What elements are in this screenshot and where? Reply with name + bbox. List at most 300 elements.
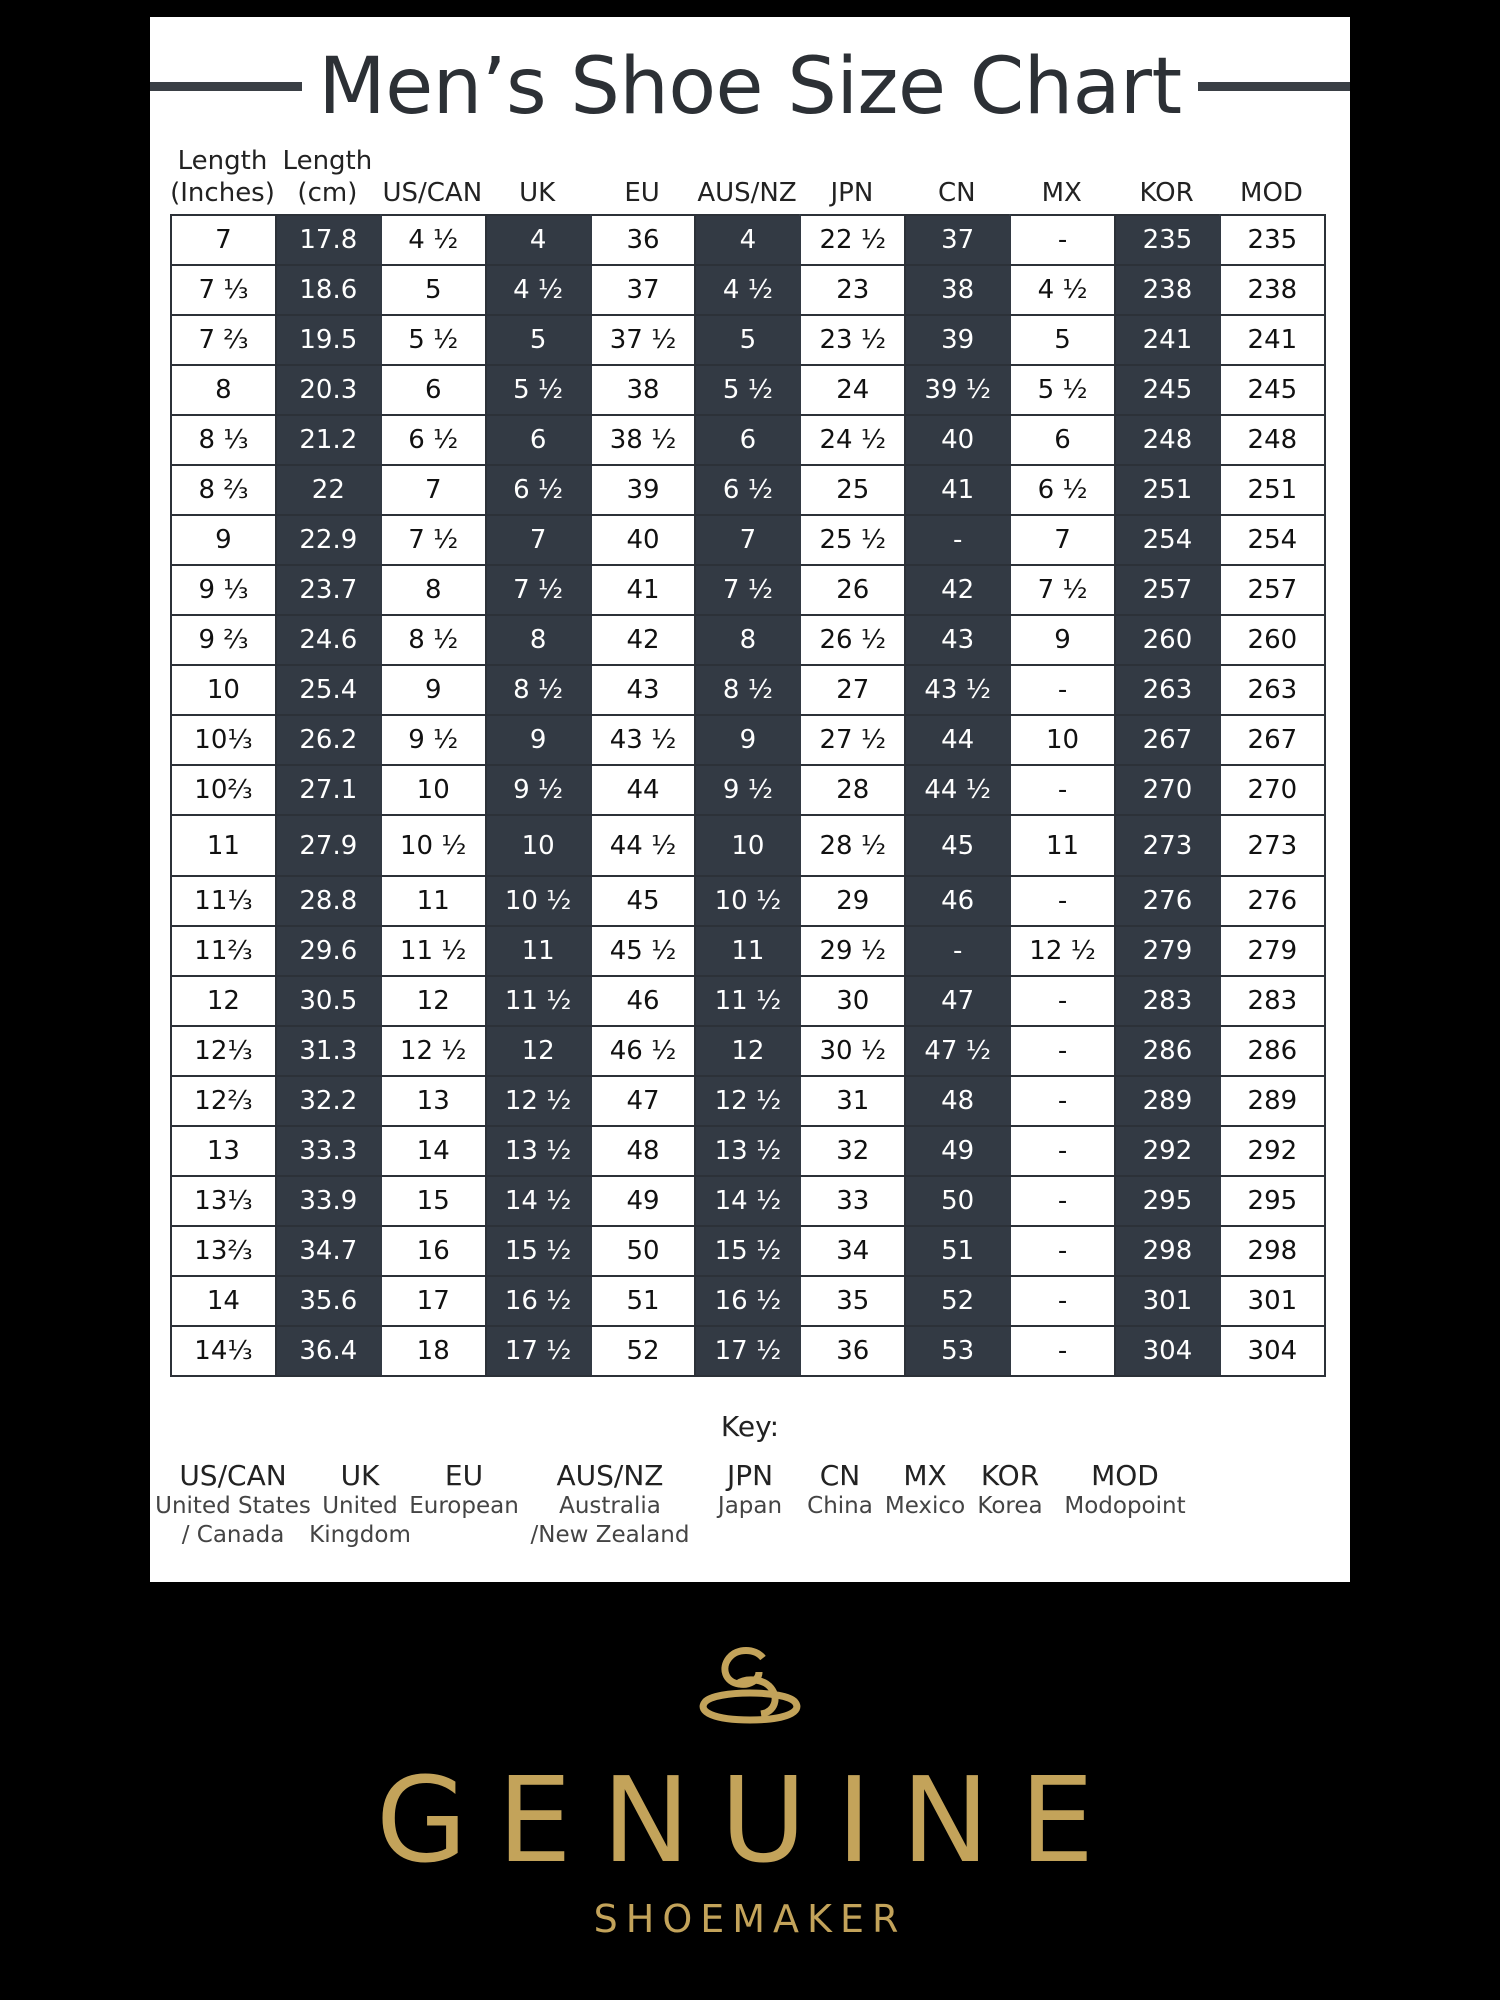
table-cell: 10 <box>486 815 591 876</box>
key-item <box>1040 1460 1210 1521</box>
key-abbreviation: KOR <box>980 1459 1040 1492</box>
table-cell: 37 ½ <box>591 315 696 365</box>
table-cell: 298 <box>1220 1226 1325 1276</box>
table-cell: 14 ½ <box>695 1176 800 1226</box>
table-row <box>171 765 1325 815</box>
table-cell: 30 ½ <box>800 1026 905 1076</box>
table-cell: 18 <box>381 1326 486 1376</box>
table-cell: 292 <box>1115 1126 1220 1176</box>
table-cell: 270 <box>1220 765 1325 815</box>
table-cell: 51 <box>591 1276 696 1326</box>
key-description: European <box>409 1493 519 1519</box>
table-cell: 8 ½ <box>486 665 591 715</box>
table-cell: 238 <box>1115 265 1220 315</box>
table-cell: 10 ½ <box>381 815 486 876</box>
table-cell: 46 <box>591 976 696 1026</box>
column-header: Length (Inches) <box>170 146 275 208</box>
title-rule-left <box>150 82 302 91</box>
table-cell: 13 <box>171 1126 276 1176</box>
table-cell: 48 <box>905 1076 1010 1126</box>
table-cell: 254 <box>1115 515 1220 565</box>
table-cell: 27 ½ <box>800 715 905 765</box>
table-cell: 28 <box>800 765 905 815</box>
table-cell: 28 ½ <box>800 815 905 876</box>
table-cell: 44 ½ <box>591 815 696 876</box>
table-cell: 301 <box>1115 1276 1220 1326</box>
table-cell: 25 ½ <box>800 515 905 565</box>
table-cell: 9 ⅓ <box>171 565 276 615</box>
table-cell: 8 ½ <box>381 615 486 665</box>
table-row <box>171 465 1325 515</box>
table-cell: 46 <box>905 876 1010 926</box>
table-cell: 12⅓ <box>171 1026 276 1076</box>
table-cell: 24.6 <box>276 615 381 665</box>
table-cell: 17 <box>381 1276 486 1326</box>
table-row <box>171 715 1325 765</box>
table-cell: 32 <box>800 1126 905 1176</box>
table-row <box>171 1176 1325 1226</box>
table-cell: 44 <box>905 715 1010 765</box>
table-cell: 49 <box>591 1176 696 1226</box>
table-cell: 245 <box>1220 365 1325 415</box>
key-abbreviation: MOD <box>1091 1459 1159 1492</box>
table-cell: 26 ½ <box>800 615 905 665</box>
table-cell: 45 <box>591 876 696 926</box>
table-cell: 22 <box>276 465 381 515</box>
table-cell: 267 <box>1220 715 1325 765</box>
table-cell: 11 <box>486 926 591 976</box>
table-cell: 260 <box>1115 615 1220 665</box>
table-cell: 14 ½ <box>486 1176 591 1226</box>
table-row <box>171 1276 1325 1326</box>
table-cell: 12⅔ <box>171 1076 276 1126</box>
table-cell: 12 <box>381 976 486 1026</box>
table-cell: 7 ⅓ <box>171 265 276 315</box>
table-cell: 45 <box>905 815 1010 876</box>
table-cell: 31 <box>800 1076 905 1126</box>
table-cell: 10 ½ <box>695 876 800 926</box>
table-cell: 13 <box>381 1076 486 1126</box>
table-cell: 7 ½ <box>1010 565 1115 615</box>
key-abbreviation: US/CAN <box>179 1459 287 1492</box>
table-cell: 5 ½ <box>695 365 800 415</box>
table-cell: 33 <box>800 1176 905 1226</box>
key-description: Korea <box>977 1493 1043 1519</box>
table-cell: 35.6 <box>276 1276 381 1326</box>
table-row <box>171 515 1325 565</box>
table-cell: 46 ½ <box>591 1026 696 1076</box>
table-cell: 13 ½ <box>695 1126 800 1176</box>
table-cell: 235 <box>1115 215 1220 265</box>
table-cell: 42 <box>905 565 1010 615</box>
table-cell: 11 <box>381 876 486 926</box>
table-cell: 286 <box>1115 1026 1220 1076</box>
table-cell: 9 <box>1010 615 1115 665</box>
table-cell: 14 <box>381 1126 486 1176</box>
table-cell: 11 ½ <box>486 976 591 1026</box>
key-abbreviation: JPN <box>726 1459 774 1492</box>
table-cell: 50 <box>905 1176 1010 1226</box>
table-cell: 270 <box>1115 765 1220 815</box>
table-cell: 15 ½ <box>486 1226 591 1276</box>
title-rule-right <box>1198 82 1350 91</box>
table-cell: 12 <box>695 1026 800 1076</box>
table-cell: 10 <box>381 765 486 815</box>
table-cell: 4 ½ <box>486 265 591 315</box>
table-row <box>171 1226 1325 1276</box>
table-cell: 9 ½ <box>695 765 800 815</box>
table-cell: 44 <box>591 765 696 815</box>
table-cell: 7 <box>486 515 591 565</box>
table-cell: 41 <box>591 565 696 615</box>
table-cell: - <box>905 515 1010 565</box>
table-row <box>171 665 1325 715</box>
key-description: Modopoint <box>1064 1493 1186 1519</box>
table-cell: 11 <box>1010 815 1115 876</box>
table-cell: 298 <box>1115 1226 1220 1276</box>
table-cell: 8 <box>171 365 276 415</box>
table-cell: - <box>1010 1276 1115 1326</box>
table-cell: 260 <box>1220 615 1325 665</box>
table-cell: 6 ½ <box>381 415 486 465</box>
table-row <box>171 1326 1325 1376</box>
table-cell: 6 ½ <box>695 465 800 515</box>
table-cell: 5 ½ <box>1010 365 1115 415</box>
table-cell: 248 <box>1115 415 1220 465</box>
table-cell: 11 <box>695 926 800 976</box>
table-cell: 254 <box>1220 515 1325 565</box>
table-cell: 10⅔ <box>171 765 276 815</box>
table-row <box>171 926 1325 976</box>
table-cell: 276 <box>1115 876 1220 926</box>
table-cell: 48 <box>591 1126 696 1176</box>
table-cell: 39 <box>905 315 1010 365</box>
table-cell: 45 ½ <box>591 926 696 976</box>
table-row <box>171 1026 1325 1076</box>
table-cell: 39 <box>591 465 696 515</box>
table-cell: 36.4 <box>276 1326 381 1376</box>
table-cell: 22.9 <box>276 515 381 565</box>
table-cell: 24 ½ <box>800 415 905 465</box>
table-cell: 13⅔ <box>171 1226 276 1276</box>
table-cell: 276 <box>1220 876 1325 926</box>
table-row <box>171 265 1325 315</box>
table-cell: 35 <box>800 1276 905 1326</box>
table-cell: 4 ½ <box>1010 265 1115 315</box>
table-cell: 38 <box>591 365 696 415</box>
key-description: United Kingdom <box>309 1493 411 1548</box>
table-cell: 23.7 <box>276 565 381 615</box>
table-cell: 286 <box>1220 1026 1325 1076</box>
table-row <box>171 1076 1325 1126</box>
key-description: China <box>807 1493 873 1519</box>
table-cell: 34.7 <box>276 1226 381 1276</box>
table-cell: 38 <box>905 265 1010 315</box>
table-cell: 292 <box>1220 1126 1325 1176</box>
table-cell: 289 <box>1220 1076 1325 1126</box>
table-cell: 289 <box>1115 1076 1220 1126</box>
table-cell: 273 <box>1220 815 1325 876</box>
table-cell: 15 <box>381 1176 486 1226</box>
page-title: Men’s Shoe Size Chart <box>318 42 1182 132</box>
table-cell: 50 <box>591 1226 696 1276</box>
table-cell: 6 <box>486 415 591 465</box>
column-header: JPN <box>830 178 874 208</box>
table-cell: 17 ½ <box>695 1326 800 1376</box>
table-row <box>171 415 1325 465</box>
table-cell: 10 <box>695 815 800 876</box>
table-cell: 5 <box>1010 315 1115 365</box>
table-cell: 9 ⅔ <box>171 615 276 665</box>
table-cell: 44 ½ <box>905 765 1010 815</box>
table-cell: 33.9 <box>276 1176 381 1226</box>
table-cell: 13⅓ <box>171 1176 276 1226</box>
table-cell: 9 <box>171 515 276 565</box>
table-cell: 37 <box>591 265 696 315</box>
table-cell: 304 <box>1115 1326 1220 1376</box>
table-cell: 9 ½ <box>486 765 591 815</box>
table-cell: 53 <box>905 1326 1010 1376</box>
table-cell: 4 ½ <box>381 215 486 265</box>
table-cell: 11 ½ <box>381 926 486 976</box>
table-cell: 7 <box>381 465 486 515</box>
table-cell: 30.5 <box>276 976 381 1026</box>
table-cell: 295 <box>1115 1176 1220 1226</box>
table-cell: 12 ½ <box>1010 926 1115 976</box>
table-cell: 8 ½ <box>695 665 800 715</box>
table-cell: 43 <box>905 615 1010 665</box>
table-cell: 4 <box>695 215 800 265</box>
table-cell: 14⅓ <box>171 1326 276 1376</box>
table-cell: 10⅓ <box>171 715 276 765</box>
table-cell: - <box>1010 876 1115 926</box>
table-cell: 40 <box>591 515 696 565</box>
table-cell: 41 <box>905 465 1010 515</box>
brand-tagline: SHOEMAKER <box>593 1897 907 1941</box>
table-cell: 18.6 <box>276 265 381 315</box>
table-cell: 7 <box>171 215 276 265</box>
table-cell: - <box>1010 215 1115 265</box>
table-cell: 267 <box>1115 715 1220 765</box>
table-cell: 8 <box>695 615 800 665</box>
table-cell: 43 ½ <box>905 665 1010 715</box>
table-cell: 23 <box>800 265 905 315</box>
table-cell: 9 ½ <box>381 715 486 765</box>
table-cell: 49 <box>905 1126 1010 1176</box>
table-cell: 7 ⅔ <box>171 315 276 365</box>
table-cell: 7 ½ <box>486 565 591 615</box>
table-cell: 241 <box>1220 315 1325 365</box>
table-cell: 51 <box>905 1226 1010 1276</box>
table-cell: 15 ½ <box>695 1226 800 1276</box>
size-chart-card <box>150 17 1350 1582</box>
size-table <box>170 214 1326 1377</box>
table-cell: 301 <box>1220 1276 1325 1326</box>
column-headers <box>170 121 1322 209</box>
table-cell: 11⅓ <box>171 876 276 926</box>
table-row <box>171 565 1325 615</box>
table-cell: 23 ½ <box>800 315 905 365</box>
table-cell: 5 <box>381 265 486 315</box>
table-cell: - <box>1010 1176 1115 1226</box>
table-cell: 7 ½ <box>381 515 486 565</box>
table-cell: 25 <box>800 465 905 515</box>
table-cell: 5 <box>486 315 591 365</box>
table-cell: 12 <box>171 976 276 1026</box>
table-cell: 10 ½ <box>486 876 591 926</box>
table-cell: 24 <box>800 365 905 415</box>
key-description: Australia /New Zealand <box>530 1493 690 1548</box>
table-cell: 251 <box>1115 465 1220 515</box>
table-cell: - <box>1010 1326 1115 1376</box>
table-cell: 279 <box>1220 926 1325 976</box>
table-cell: 40 <box>905 415 1010 465</box>
table-cell: 17.8 <box>276 215 381 265</box>
table-cell: 11 <box>171 815 276 876</box>
table-cell: 8 ⅓ <box>171 415 276 465</box>
table-cell: 36 <box>800 1326 905 1376</box>
table-cell: 5 ½ <box>486 365 591 415</box>
column-header: Length (cm) <box>282 146 373 208</box>
table-cell: 10 <box>171 665 276 715</box>
table-cell: 7 <box>695 515 800 565</box>
key-description: Japan <box>717 1493 783 1519</box>
column-header: EU <box>624 178 660 208</box>
table-cell: 6 ½ <box>1010 465 1115 515</box>
table-cell: 6 <box>1010 415 1115 465</box>
table-cell: 5 ½ <box>381 315 486 365</box>
key-abbreviation: CN <box>819 1459 861 1492</box>
table-cell: 27 <box>800 665 905 715</box>
table-cell: - <box>1010 976 1115 1026</box>
table-cell: 27.9 <box>276 815 381 876</box>
table-cell: 4 ½ <box>695 265 800 315</box>
column-header: US/CAN <box>382 178 483 208</box>
table-cell: 4 <box>486 215 591 265</box>
column-header: MOD <box>1240 178 1303 208</box>
table-cell: 8 <box>381 565 486 615</box>
column-header: AUS/NZ <box>697 178 797 208</box>
column-header: MX <box>1041 178 1082 208</box>
table-cell: 263 <box>1220 665 1325 715</box>
table-cell: 283 <box>1115 976 1220 1026</box>
table-cell: - <box>1010 665 1115 715</box>
table-cell: 304 <box>1220 1326 1325 1376</box>
table-cell: 52 <box>905 1276 1010 1326</box>
table-cell: 29 <box>800 876 905 926</box>
column-header: KOR <box>1139 178 1194 208</box>
table-row <box>171 876 1325 926</box>
table-cell: 29.6 <box>276 926 381 976</box>
table-cell: 42 <box>591 615 696 665</box>
table-row <box>171 976 1325 1026</box>
table-cell: - <box>905 926 1010 976</box>
table-cell: 16 ½ <box>695 1276 800 1326</box>
table-cell: 33.3 <box>276 1126 381 1176</box>
table-row <box>171 365 1325 415</box>
table-cell: 7 <box>1010 515 1115 565</box>
table-cell: 26.2 <box>276 715 381 765</box>
table-cell: 36 <box>591 215 696 265</box>
table-cell: 12 ½ <box>486 1076 591 1126</box>
table-cell: 27.1 <box>276 765 381 815</box>
table-cell: 251 <box>1220 465 1325 515</box>
table-cell: 235 <box>1220 215 1325 265</box>
table-cell: 30 <box>800 976 905 1026</box>
table-cell: 22 ½ <box>800 215 905 265</box>
table-cell: 241 <box>1115 315 1220 365</box>
table-cell: 26 <box>800 565 905 615</box>
table-cell: 9 <box>381 665 486 715</box>
table-cell: 9 <box>695 715 800 765</box>
table-cell: 37 <box>905 215 1010 265</box>
table-cell: 28.8 <box>276 876 381 926</box>
table-cell: 47 ½ <box>905 1026 1010 1076</box>
table-cell: 31.3 <box>276 1026 381 1076</box>
key-description: Mexico <box>884 1493 966 1519</box>
table-cell: 16 <box>381 1226 486 1276</box>
table-row <box>171 1126 1325 1176</box>
table-cell: 16 ½ <box>486 1276 591 1326</box>
table-cell: 12 ½ <box>381 1026 486 1076</box>
table-row <box>171 215 1325 265</box>
key-abbreviation: MX <box>903 1459 947 1492</box>
table-cell: 17 ½ <box>486 1326 591 1376</box>
table-cell: 43 ½ <box>591 715 696 765</box>
table-row <box>171 815 1325 876</box>
key-abbreviation: EU <box>444 1459 484 1492</box>
table-cell: 43 <box>591 665 696 715</box>
table-cell: 34 <box>800 1226 905 1276</box>
table-cell: 10 <box>1010 715 1115 765</box>
table-cell: 47 <box>591 1076 696 1126</box>
table-cell: 257 <box>1220 565 1325 615</box>
table-cell: 19.5 <box>276 315 381 365</box>
table-cell: 283 <box>1220 976 1325 1026</box>
table-cell: 6 <box>695 415 800 465</box>
table-cell: 47 <box>905 976 1010 1026</box>
key-title: Key: <box>720 1410 780 1443</box>
table-cell: 8 ⅔ <box>171 465 276 515</box>
table-cell: 263 <box>1115 665 1220 715</box>
table-cell: - <box>1010 1026 1115 1076</box>
table-cell: 25.4 <box>276 665 381 715</box>
table-cell: 7 ½ <box>695 565 800 615</box>
table-cell: 238 <box>1220 265 1325 315</box>
table-cell: 9 <box>486 715 591 765</box>
key-item <box>379 1460 549 1521</box>
table-cell: 13 ½ <box>486 1126 591 1176</box>
table-row <box>171 315 1325 365</box>
table-cell: 295 <box>1220 1176 1325 1226</box>
table-cell: 14 <box>171 1276 276 1326</box>
key-abbreviation: AUS/NZ <box>556 1459 664 1492</box>
table-cell: 6 <box>381 365 486 415</box>
gs-monogram-icon <box>685 1640 815 1728</box>
table-cell: - <box>1010 1226 1115 1276</box>
table-cell: 257 <box>1115 565 1220 615</box>
table-cell: 6 ½ <box>486 465 591 515</box>
table-cell: - <box>1010 1076 1115 1126</box>
table-cell: 11 ½ <box>695 976 800 1026</box>
brand-name: GENUINE <box>375 1751 1125 1889</box>
table-cell: 12 <box>486 1026 591 1076</box>
table-cell: 21.2 <box>276 415 381 465</box>
table-cell: 273 <box>1115 815 1220 876</box>
table-cell: 12 ½ <box>695 1076 800 1126</box>
key-description: United States / Canada <box>155 1493 311 1548</box>
table-cell: 5 <box>695 315 800 365</box>
